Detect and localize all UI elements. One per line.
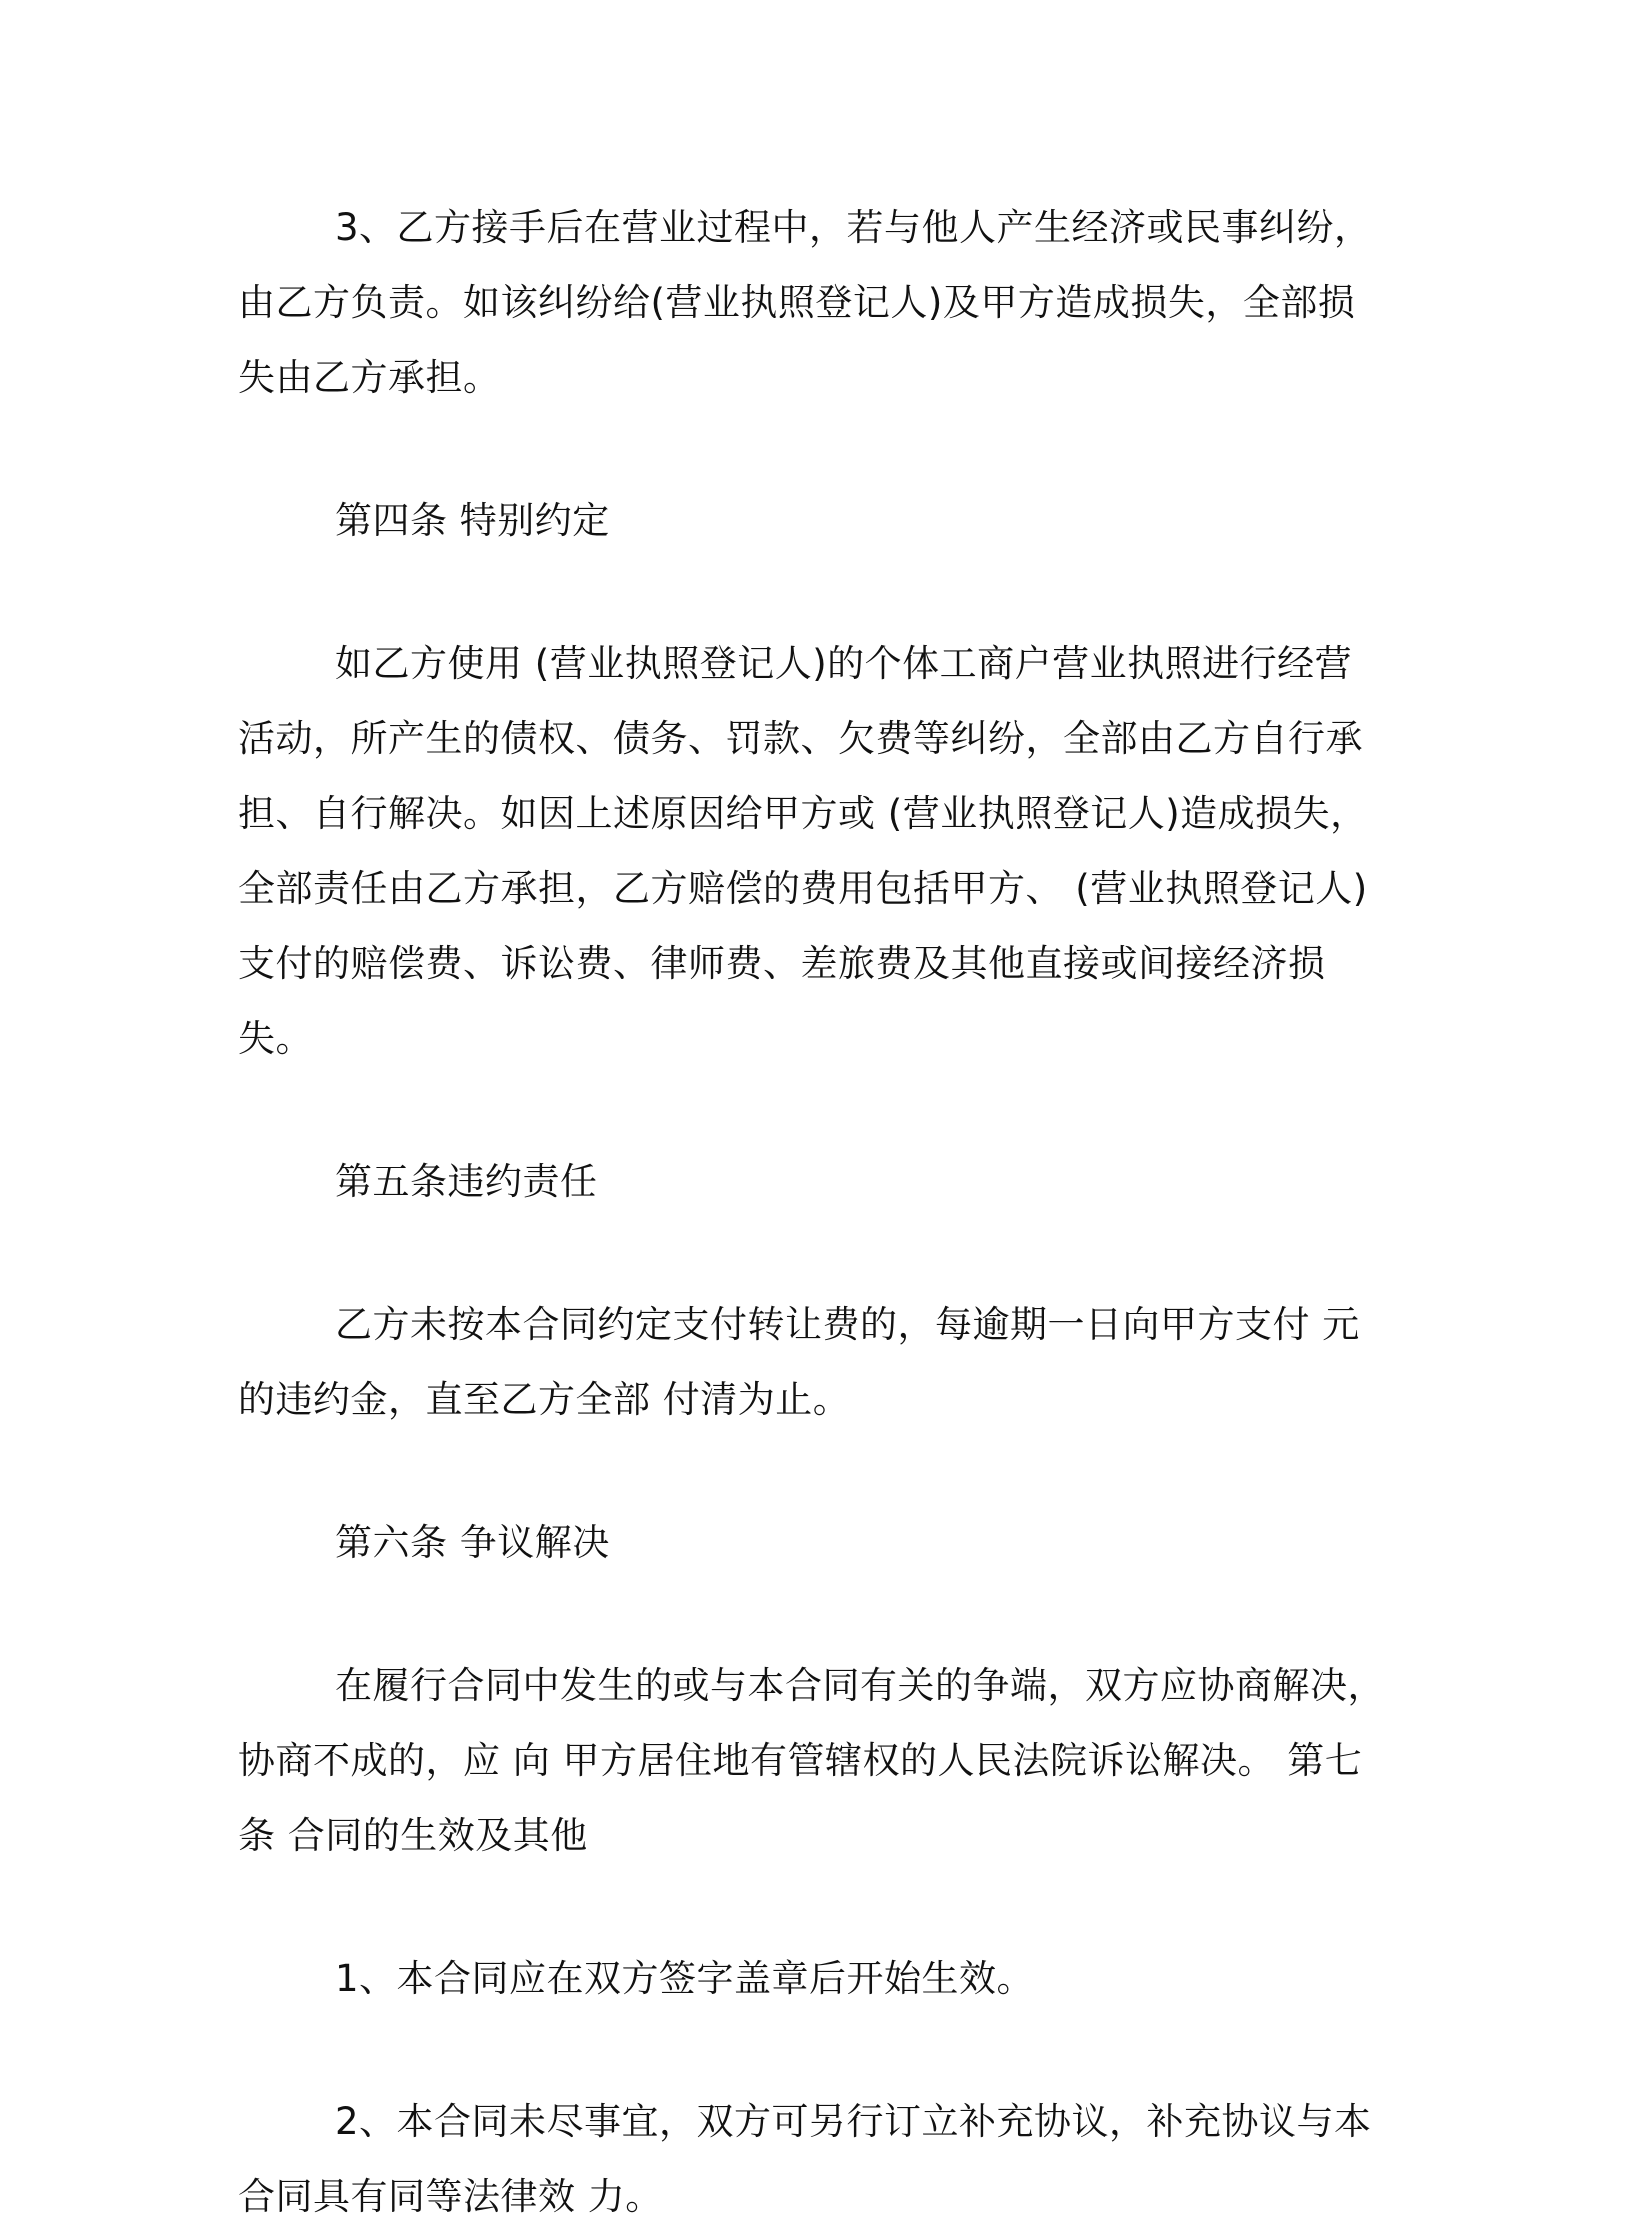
article-6-heading: 第六条 争议解决 — [335, 1521, 610, 1564]
article-4-heading: 第四条 特别约定 — [335, 499, 610, 542]
document-body — [238, 190, 1388, 2234]
article-7-clause-2: 2、本合同未尽事宜，双方可另行订立补充协议，补充协议与本合同具有同等法律效 力。 — [238, 2100, 1372, 2218]
article-5-heading: 第五条违约责任 — [335, 1160, 598, 1203]
article-7-clause-1: 1、本合同应在双方签字盖章后开始生效。 — [335, 1957, 1035, 2000]
clause-3-paragraph: 3、乙方接手后在营业过程中，若与他人产生经济或民事纠纷，由乙方负责。如该纠纷给(营业执照登记人)及甲方造成损失，全部损失由乙方承担。 — [238, 206, 1372, 399]
article-6-paragraph: 在履行合同中发生的或与本合同有关的争端，双方应协商解决，协商不成的，应 向 甲方居住地有管辖权的人民法院诉讼解决。 第七条 合同的生效及其他 — [238, 1664, 1385, 1857]
article-4-paragraph: 如乙方使用 (营业执照登记人)的个体工商户营业执照进行经营活动，所产生的债权、债务、罚款、欠费等纠纷，全部由乙方自行承担、自行解决。如因上述原因给甲方或 (营业执照登记人)造成损失，全部责任由乙方承担，乙方赔偿的费用包括甲方、 (营业执照登记人)支付的赔偿费、诉讼费、律师费、差旅费及其他直接或间接经济损失。 — [238, 642, 1368, 1060]
article-5-paragraph: 乙方未按本合同约定支付转让费的，每逾期一日向甲方支付 元的违约金，直至乙方全部 付清为止。 — [238, 1303, 1360, 1421]
